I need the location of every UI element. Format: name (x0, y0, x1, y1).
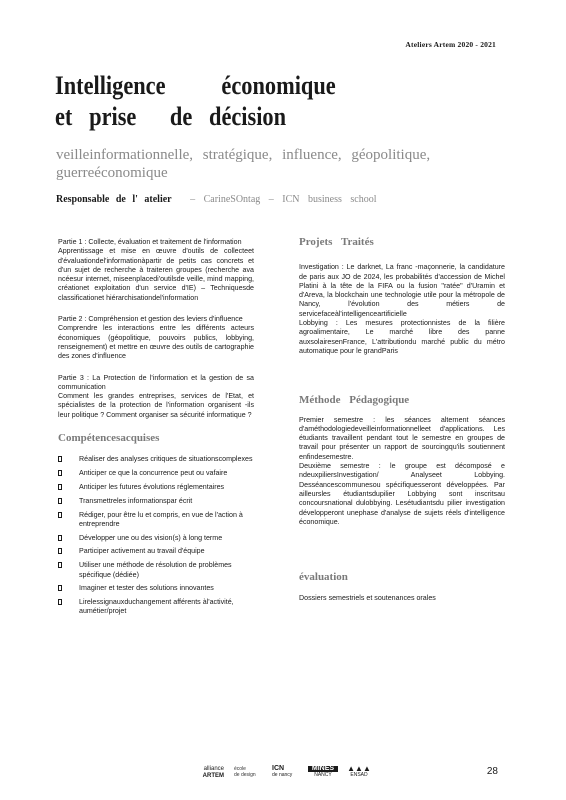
list-item: Utiliser une méthode de résolution de problèmes spécifique (dédiée) (58, 561, 254, 580)
part-2-text: Partie 2 : Compréhension et gestion des leviers d'influence Comprendre les interactions entre les différents acteurs économiques (géopolitique, pouvoirs publics, lobbying, renseignement) et mettre en œuvre des outils de cartographie des zones d'influence (58, 315, 254, 361)
page-subtitle: veilleinformationnelle, stratégique, influence, géopolitique, guerreéconomique (56, 147, 431, 181)
ecole-design-logo: école de design (234, 766, 256, 778)
checkbox-bullet-icon (58, 470, 62, 476)
checkbox-bullet-icon (58, 599, 62, 605)
responsable-value: – CarineSOntag – ICN business school (190, 194, 377, 205)
list-item: Lirelessignauxduchangement afférents àl'activité, aumétier/projet (58, 598, 254, 617)
evaluation-heading: évaluation (299, 571, 348, 584)
competences-heading: Compétencesacquises (58, 432, 160, 445)
checkbox-bullet-icon (58, 562, 62, 568)
checkbox-bullet-icon (58, 512, 62, 518)
footer-logos (192, 764, 382, 786)
checkbox-bullet-icon (58, 548, 62, 554)
evaluation-text: Dossiers semestriels et soutenances orales (299, 594, 436, 603)
checkbox-bullet-icon (58, 535, 62, 541)
list-item: Anticiper les futures évolutions réglementaires (58, 483, 254, 492)
checkbox-bullet-icon (58, 484, 62, 490)
methode-heading: Méthode Pédagogique (299, 394, 410, 407)
alliance-artem-logo: alliance ARTEM (202, 766, 224, 779)
checkbox-bullet-icon (58, 456, 62, 462)
list-item: Rédiger, pour être lu et compris, en vue de l'action à entreprendre (58, 511, 254, 530)
competences-list (58, 455, 254, 616)
projets-text: Investigation : Le darknet, La franc -maçonnerie, la candidature de paris aux JO de 2024, les probabilités d'accession de Michel Platini à la tête de la FIFA ou la fusion "ratée" d'Uramin et d'Areva, la blockchain une technologie utile pour la métropole de Nancy, l'évolution des métiers de servicefaceàl'intelligenceartificielle Lobbying : Les mesures protectionnistes de la filière agroalimentaire, Le marché libre des panne auxsolairesenFrance, L'attributiondu marché public du métro automatique pour le grandParis (299, 263, 505, 355)
checkbox-bullet-icon (58, 498, 62, 504)
mines-nancy-logo: MINES NANCY (308, 766, 338, 778)
icn-logo: ICN de nancy (272, 765, 293, 778)
header-reference: Ateliers Artem 2020 - 2021 (405, 40, 496, 49)
list-item: Imaginer et tester des solutions innovantes (58, 584, 254, 593)
responsable-label: Responsable de l' atelier (56, 194, 172, 205)
list-item: Participer activement au travail d'équipe (58, 547, 254, 556)
ensad-logo: ▲▲▲ ENSAD (347, 764, 371, 778)
methode-text: Premier semestre : les séances alternent séances d'améthodologiedeveilleinformationnelleet d'applications. Les étudiants travaillent pendant tout le semestre en groupes de travail pour présenter un rapport de sourcingqu'ils soutiennent enfindesemestre. Deuxième semestre : le groupe est décomposé e ndeuxpiliersInvestigation/ Analyseet Lobbying. Desséancescommunesou spécifiquesseront développées. Par ailleursles étudiantsdupilier Lobbying sont inscritsau concoursnational dulobbying. Lesétudiantsdu pilier investigation développeront unephase d'analyse de sujets réels d'intelligence économique. (299, 415, 505, 526)
list-item: Anticiper ce que la concurrence peut ou vafaire (58, 469, 254, 478)
list-item: Développer une ou des vision(s) à long terme (58, 534, 254, 543)
list-item: Réaliser des analyses critiques de situationscomplexes (58, 455, 254, 464)
page-number: 28 (486, 766, 498, 777)
page-title: Intelligence économique et prise de décision (55, 71, 336, 131)
projets-heading: Projets Traités (299, 236, 374, 248)
left-column (58, 238, 254, 621)
part-1-text: Partie 1 : Collecte, évaluation et traitement de l'information Apprentissage et mise en œuvre d'outils de collecteet d'évaluationdel'informationàpartir de petits cas concrets et d'un sujet de recherche à traiteren groupes (recherche ava ncéesur internet, miseenplacedi'outilsde veille, mind mapping, créationet exploitation d'un service d'IE) – Techniquesde classificationet hiérarchisationdel'information (58, 238, 254, 302)
right-column (299, 238, 505, 616)
list-item: Transmettreles informationspar écrit (58, 497, 254, 506)
responsable-line (56, 194, 377, 205)
part-3-text: Partie 3 : La Protection de l'information et la gestion de sa communication Comment les grandes entreprises, services de l'Etat, et spécialistes de la protection de l'information organisent -ils leur politique ? Comment organiser sa sécurité informatique ? (58, 373, 254, 419)
checkbox-bullet-icon (58, 585, 62, 591)
